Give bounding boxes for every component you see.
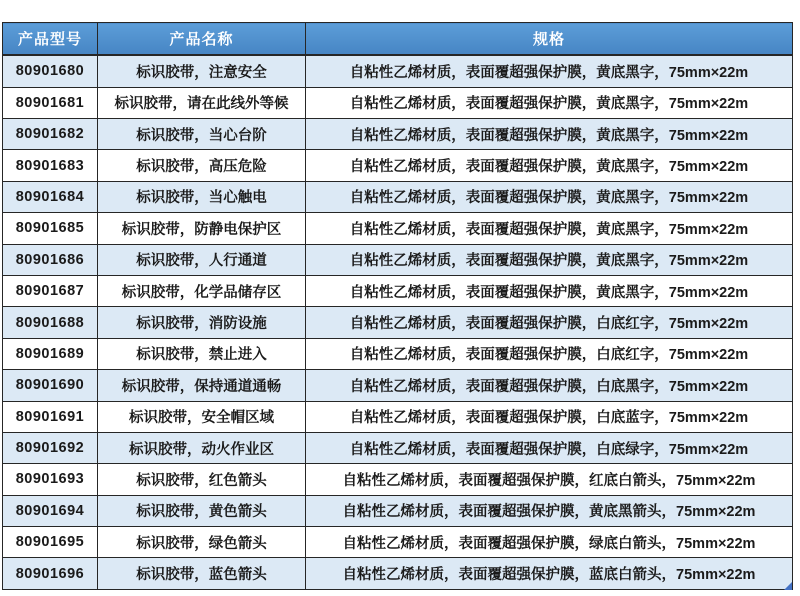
table-row	[3, 119, 793, 150]
cell-spec: 自粘性乙烯材质，表面覆超强保护膜，黄底黑字，75mm×22m	[306, 150, 793, 181]
cell-model: 80901694	[3, 495, 98, 526]
table-row	[3, 55, 793, 87]
cell-spec: 自粘性乙烯材质，表面覆超强保护膜，黄底黑箭头，75mm×22m	[306, 495, 793, 526]
cell-spec: 自粘性乙烯材质，表面覆超强保护膜，白底红字，75mm×22m	[306, 307, 793, 338]
cell-model: 80901680	[3, 55, 98, 87]
cell-spec: 自粘性乙烯材质，表面覆超强保护膜，黄底黑字，75mm×22m	[306, 244, 793, 275]
table-row	[3, 558, 793, 590]
cell-spec: 自粘性乙烯材质，表面覆超强保护膜，蓝底白箭头，75mm×22m	[306, 558, 793, 590]
cell-name: 标识胶带，绿色箭头	[98, 527, 306, 558]
cell-model: 80901689	[3, 338, 98, 369]
table-row	[3, 150, 793, 181]
cell-name: 标识胶带，消防设施	[98, 307, 306, 338]
cell-name: 标识胶带，高压危险	[98, 150, 306, 181]
cell-name: 标识胶带，当心台阶	[98, 119, 306, 150]
cell-model: 80901686	[3, 244, 98, 275]
cell-spec: 自粘性乙烯材质，表面覆超强保护膜，红底白箭头，75mm×22m	[306, 464, 793, 495]
cell-model: 80901681	[3, 87, 98, 118]
cell-model: 80901688	[3, 307, 98, 338]
table-body	[3, 55, 793, 590]
cell-spec: 自粘性乙烯材质，表面覆超强保护膜，黄底黑字，75mm×22m	[306, 213, 793, 244]
table-row	[3, 370, 793, 401]
cell-name: 标识胶带，请在此线外等候	[98, 87, 306, 118]
cell-spec: 自粘性乙烯材质，表面覆超强保护膜，白底黑字，75mm×22m	[306, 370, 793, 401]
table-row	[3, 275, 793, 306]
table-row	[3, 307, 793, 338]
cell-name: 标识胶带，黄色箭头	[98, 495, 306, 526]
cell-name: 标识胶带，动火作业区	[98, 432, 306, 463]
cell-name: 标识胶带，禁止进入	[98, 338, 306, 369]
cell-model: 80901696	[3, 558, 98, 590]
table-row	[3, 87, 793, 118]
cell-model: 80901690	[3, 370, 98, 401]
table-row	[3, 527, 793, 558]
column-header-model: 产品型号	[3, 23, 98, 56]
cell-spec: 自粘性乙烯材质，表面覆超强保护膜，黄底黑字，75mm×22m	[306, 87, 793, 118]
cell-spec: 自粘性乙烯材质，表面覆超强保护膜，黄底黑字，75mm×22m	[306, 119, 793, 150]
column-header-name: 产品名称	[98, 23, 306, 56]
header-row	[3, 23, 793, 56]
cell-name: 标识胶带，蓝色箭头	[98, 558, 306, 590]
cell-model: 80901682	[3, 119, 98, 150]
table-header	[3, 23, 793, 56]
cell-spec: 自粘性乙烯材质，表面覆超强保护膜，绿底白箭头，75mm×22m	[306, 527, 793, 558]
cell-name: 标识胶带，当心触电	[98, 181, 306, 212]
cell-spec: 自粘性乙烯材质，表面覆超强保护膜，黄底黑字，75mm×22m	[306, 55, 793, 87]
cell-name: 标识胶带，安全帽区域	[98, 401, 306, 432]
table-row	[3, 401, 793, 432]
table-row	[3, 181, 793, 212]
cell-model: 80901691	[3, 401, 98, 432]
cell-model: 80901692	[3, 432, 98, 463]
cell-model: 80901685	[3, 213, 98, 244]
fill-handle-triangle	[784, 582, 792, 590]
table-row	[3, 244, 793, 275]
cell-name: 标识胶带，保持通道通畅	[98, 370, 306, 401]
cell-model: 80901684	[3, 181, 98, 212]
cell-spec: 自粘性乙烯材质，表面覆超强保护膜，白底蓝字，75mm×22m	[306, 401, 793, 432]
cell-name: 标识胶带，人行通道	[98, 244, 306, 275]
cell-model: 80901695	[3, 527, 98, 558]
cell-spec: 自粘性乙烯材质，表面覆超强保护膜，白底红字，75mm×22m	[306, 338, 793, 369]
cell-spec: 自粘性乙烯材质，表面覆超强保护膜，白底绿字，75mm×22m	[306, 432, 793, 463]
cell-spec: 自粘性乙烯材质，表面覆超强保护膜，黄底黑字，75mm×22m	[306, 181, 793, 212]
table-row	[3, 495, 793, 526]
cell-name: 标识胶带，红色箭头	[98, 464, 306, 495]
table-row	[3, 432, 793, 463]
cell-model: 80901687	[3, 275, 98, 306]
cell-model: 80901693	[3, 464, 98, 495]
cell-name: 标识胶带，化学品储存区	[98, 275, 306, 306]
cell-model: 80901683	[3, 150, 98, 181]
cell-name: 标识胶带，防静电保护区	[98, 213, 306, 244]
table-row	[3, 464, 793, 495]
product-table	[2, 22, 793, 590]
cell-name: 标识胶带，注意安全	[98, 55, 306, 87]
table-row	[3, 338, 793, 369]
table-row	[3, 213, 793, 244]
cell-spec: 自粘性乙烯材质，表面覆超强保护膜，黄底黑字，75mm×22m	[306, 275, 793, 306]
column-header-spec: 规格	[306, 23, 793, 56]
